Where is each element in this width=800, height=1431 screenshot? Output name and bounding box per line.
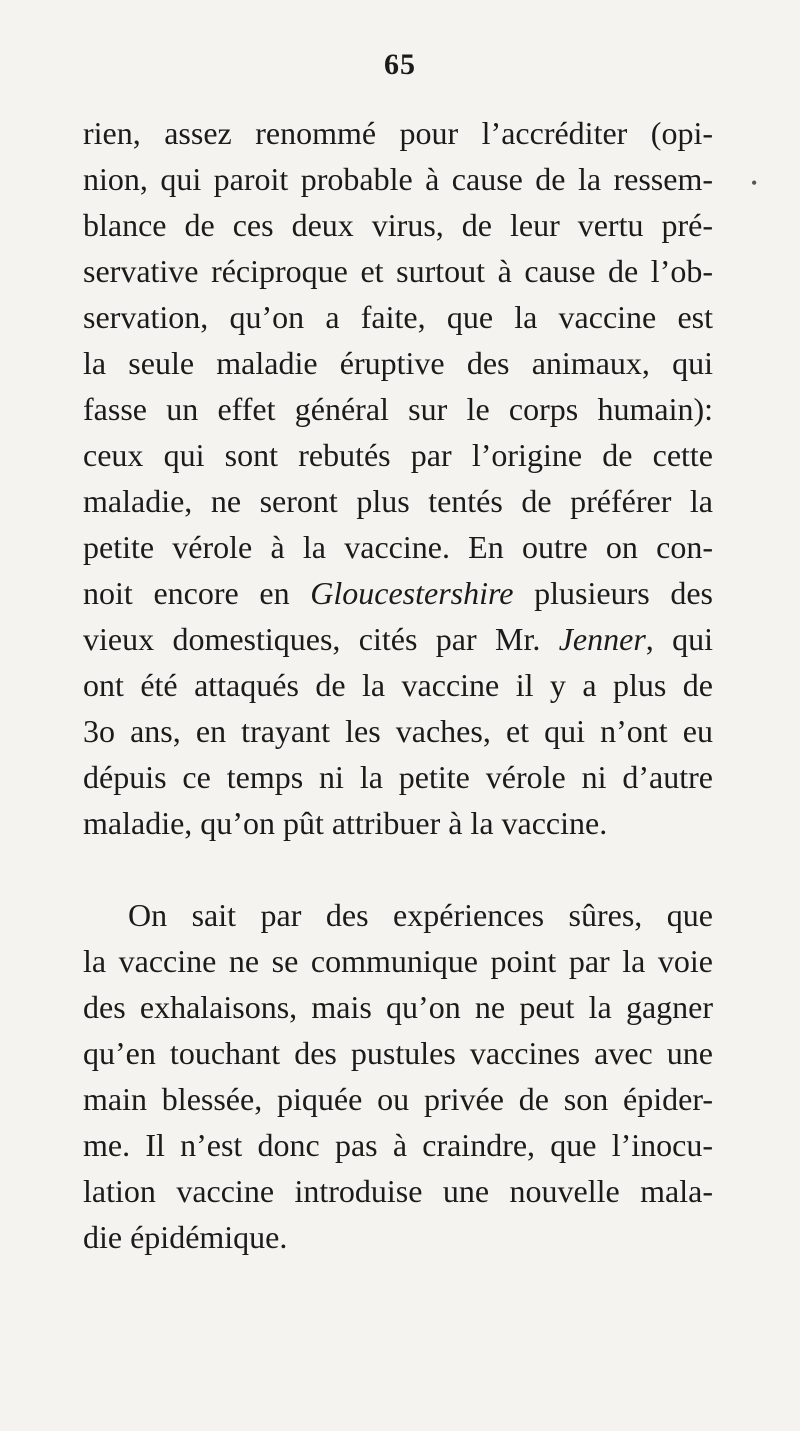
text-line-jenner: [83, 617, 713, 661]
text-line: die épidémique.: [83, 1219, 288, 1255]
text-line: des exhalaisons, mais qu’on ne peut la gagner: [83, 989, 713, 1025]
text-line: maladie, ne seront plus tentés de préférer la: [83, 483, 713, 519]
place-name-italic: Gloucestershire: [310, 575, 514, 611]
text-line: rien, assez renommé pour l’accréditer (opi-: [83, 115, 713, 151]
text-line: 3o ans, en trayant les vaches, et qui n’ont eu: [83, 713, 713, 749]
text-line: servation, qu’on a faite, que la vaccine est: [83, 299, 713, 335]
text-line: nion, qui paroit probable à cause de la ressem-: [83, 161, 713, 197]
text-run: vieux domestiques, cités par Mr.: [83, 621, 559, 657]
text-line: ceux qui sont rebutés par l’origine de cette: [83, 437, 713, 473]
margin-mark: •: [751, 173, 758, 193]
text-run: , qui: [645, 621, 714, 657]
text-line: maladie, qu’on pût attribuer à la vaccine.: [83, 805, 608, 841]
text-line: main blessée, piquée ou privée de son épider-: [83, 1081, 713, 1117]
text-line: fasse un effet général sur le corps humain):: [83, 391, 713, 427]
text-line: ont été attaqués de la vaccine il y a plus de: [83, 667, 713, 703]
page-number: 65: [384, 48, 416, 81]
text-run: plusieurs des: [513, 575, 714, 611]
text-line: lation vaccine introduise une nouvelle mala-: [83, 1173, 713, 1209]
text-line: me. Il n’est donc pas à craindre, que l’inocu-: [83, 1127, 713, 1163]
text-line: la seule maladie éruptive des animaux, qui: [83, 345, 713, 381]
text-line: On sait par des expériences sûres, que: [128, 897, 713, 933]
text-line: la vaccine ne se communique point par la voie: [83, 943, 713, 979]
text-line: dépuis ce temps ni la petite vérole ni d’autre: [83, 759, 713, 795]
person-name-italic: Jenner: [558, 621, 646, 657]
text-line: blance de ces deux virus, de leur vertu pré-: [83, 207, 713, 243]
text-line-gloucestershire: [83, 571, 713, 615]
text-line: petite vérole à la vaccine. En outre on con-: [83, 529, 713, 565]
text-line: servative réciproque et surtout à cause de l’ob-: [83, 253, 713, 289]
text-run: noit encore en: [83, 575, 311, 611]
text-line: qu’en touchant des pustules vaccines avec une: [83, 1035, 713, 1071]
